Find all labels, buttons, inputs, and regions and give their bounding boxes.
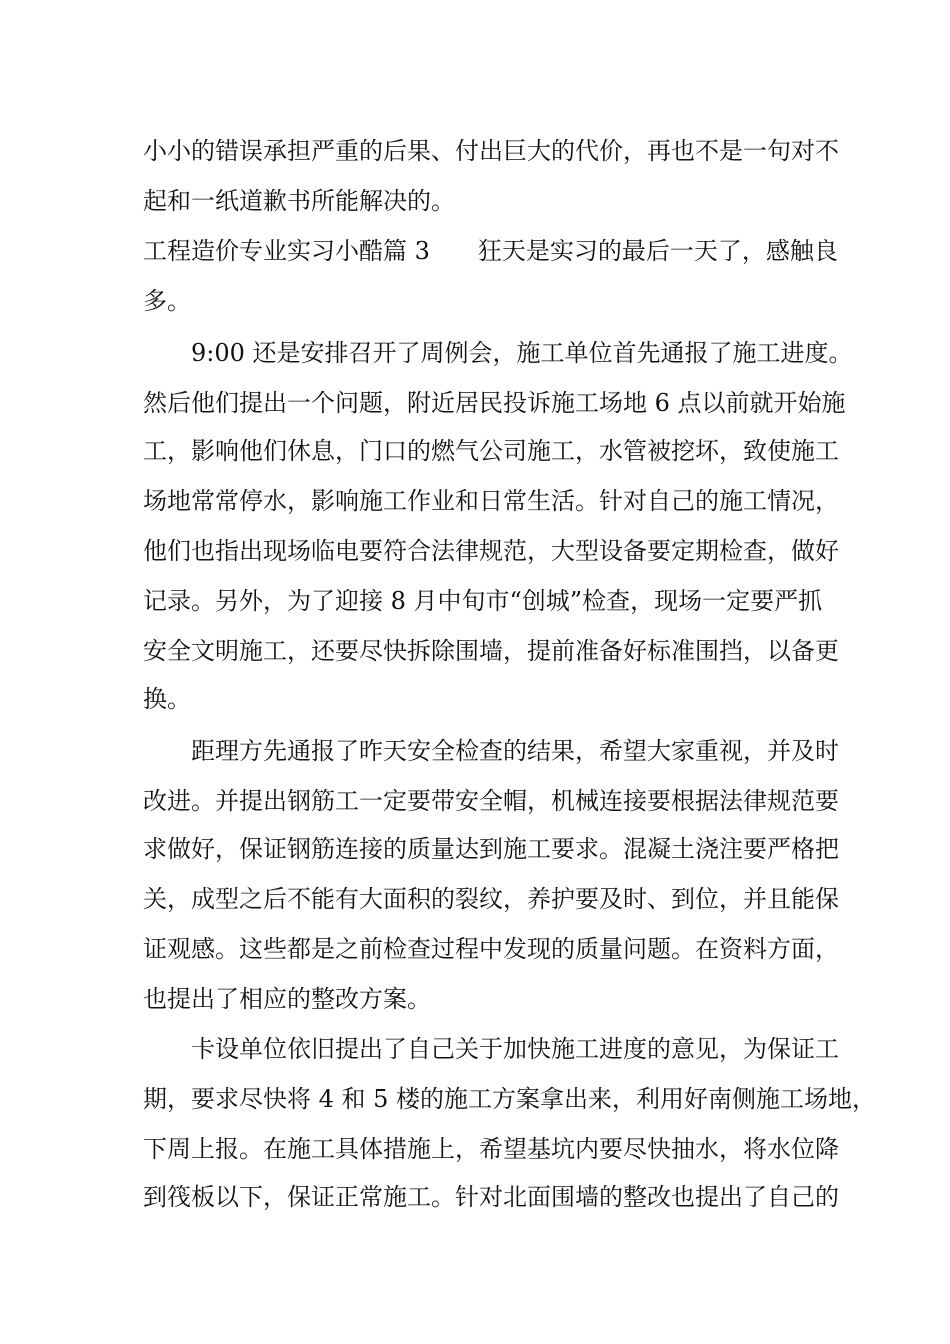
text-line: 证观感。这些都是之前检查过程中发现的质量问题。在资料方面， <box>143 935 839 963</box>
paragraph-start: 9:00 还是安排召开了周例会，施工单位首先通报了施工进度。 <box>143 339 853 367</box>
text-line: 换。 <box>143 685 191 713</box>
text-line: 场地常常停水，影响施工作业和日常生活。针对自己的施工情况， <box>143 487 839 515</box>
text-line: 关，成型之后不能有大面积的裂纹，养护要及时、到位，并且能保 <box>143 885 839 913</box>
text-line: 他们也指出现场临电要符合法律规范，大型设备要定期检查，做好 <box>143 537 839 565</box>
text-line: 然后他们提出一个问题，附近居民投诉施工场地 6 点以前就开始施 <box>143 389 846 417</box>
text-line: 记录。另外，为了迎接 8 月中旬市“创城”检查，现场一定要严抓 <box>143 587 823 615</box>
paragraph-start: 距理方先通报了昨天安全检查的结果，希望大家重视，并及时 <box>143 737 839 765</box>
section-heading-line: 工程造价专业实习小酷篇 3 狂天是实习的最后一天了，感触良 <box>143 237 838 265</box>
text-line: 安全文明施工，还要尽快拆除围墙，提前准备好标准围挡，以备更 <box>143 637 839 665</box>
text-line: 求做好，保证钢筋连接的质量达到施工要求。混凝土浇注要严格把 <box>143 835 839 863</box>
text-line: 到筏板以下，保证正常施工。针对北面围墙的整改也提出了自己的 <box>143 1183 839 1211</box>
text-line: 也提出了相应的整改方案。 <box>143 985 431 1013</box>
text-line: 工，影响他们休息，门口的燃气公司施工，水管被挖坏，致使施工 <box>143 437 839 465</box>
text-line: 小小的错误承担严重的后果、付出巨大的代价，再也不是一句对不 <box>143 137 839 165</box>
text-line: 改进。并提出钢筋工一定要带安全帽，机械连接要根据法律规范要 <box>143 787 839 815</box>
text-line: 下周上报。在施工具体措施上，希望基坑内要尽快抽水，将水位降 <box>143 1135 839 1163</box>
text-line: 期，要求尽快将 4 和 5 楼的施工方案拿出来，利用好南侧施工场地， <box>143 1085 877 1113</box>
text-line: 多。 <box>143 287 191 315</box>
paragraph-start: 卡设单位依旧提出了自己关于加快施工进度的意见，为保证工 <box>143 1035 839 1063</box>
text-line: 起和一纸道歉书所能解决的。 <box>143 187 455 215</box>
